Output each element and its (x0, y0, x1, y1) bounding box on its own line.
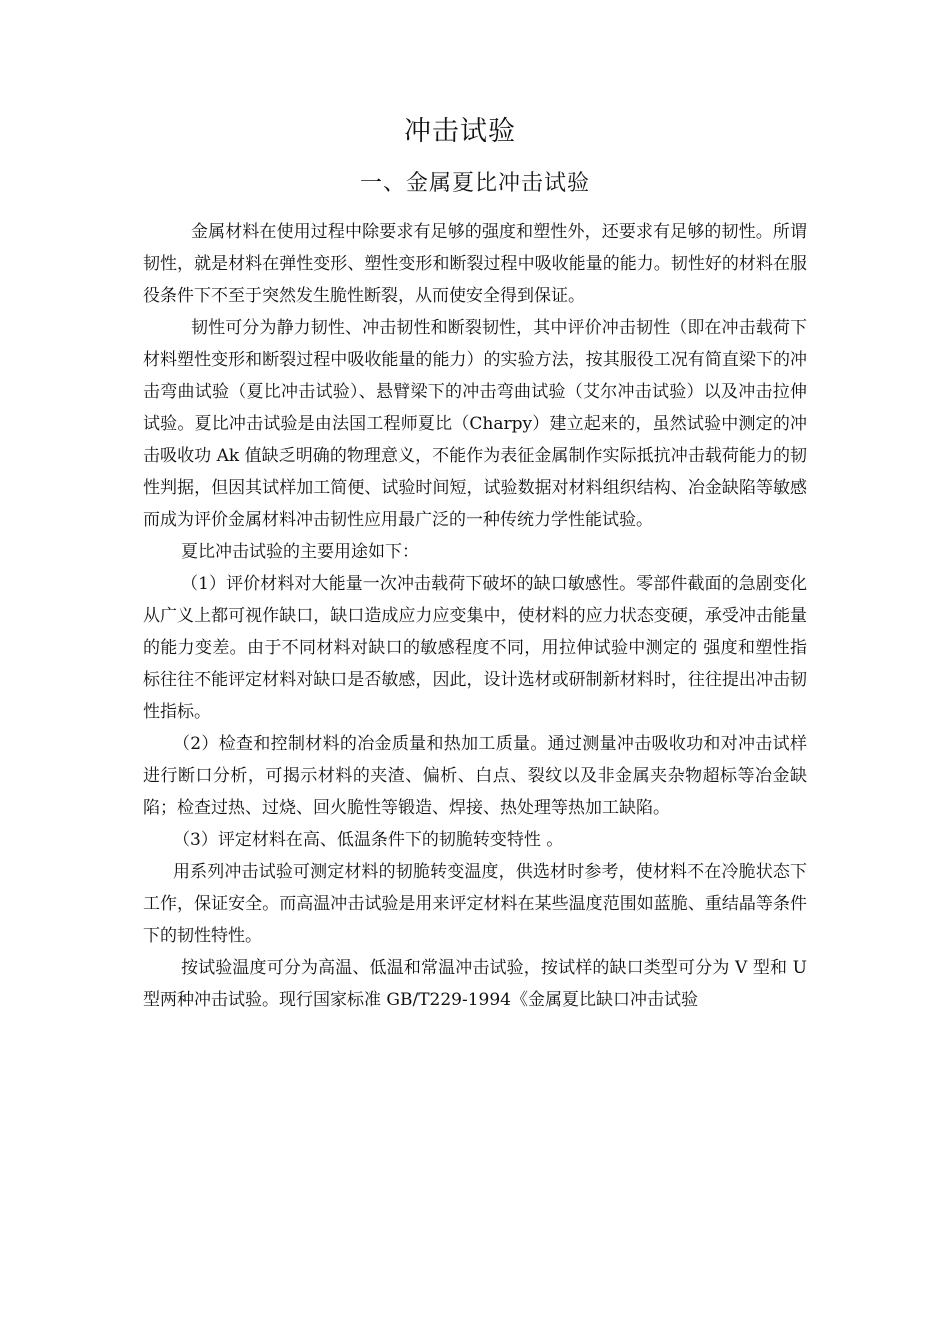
section-heading: 一、金属夏比冲击试验 (359, 171, 590, 196)
document-body (143, 216, 807, 1016)
paragraph-test-classification: 按试验温度可分为高温、低温和常温冲击试验，按试样的缺口类型可分为 V 型和 U 型两种冲击试验。现行国家标准 GB/T229-1994《金属夏比缺口冲击试验 (143, 958, 807, 1010)
paragraph-uses-intro: 夏比冲击试验的主要用途如下： (181, 542, 419, 562)
paragraph-toughness-definition: 金属材料在使用过程中除要求有足够的强度和塑性外，还要求有足够的韧性。所谓韧性，就是材料在弹性变形、塑性变形和断裂过程中吸收能量的能力。韧性好的材料在服役条件下不至于突然发生脆性断裂，从而使安全得到保证。 (143, 222, 807, 306)
paragraph-toughness-types: 韧性可分为静力韧性、冲击韧性和断裂韧性，其中评价冲击韧性（即在冲击载荷下材料塑性变形和断裂过程中吸收能量的能力）的实验方法，按其服役工况有简直梁下的冲击弯曲试验（夏比冲击试验）、悬臂梁下的冲击弯曲试验（艾尔冲击试验）以及冲击拉伸试验。夏比冲击试验是由法国工程师夏比（Charpy）建立起来的，虽然试验中测定的冲击吸收功 Ak 值缺乏明确的物理意义，不能作为表征金属制作实际抵抗冲击载荷能力的韧性判据，但因其试样加工简便、试验时间短，试验数据对材料组织结构、冶金缺陷等敏感而成为评价金属材料冲击韧性应用最广泛的一种传统力学性能试验。 (143, 318, 807, 530)
paragraph-use-3: （3）评定材料在高、低温条件下的韧脆转变特性 。 (173, 830, 564, 850)
document-title: 冲击试验 (404, 116, 516, 147)
paragraph-transition-temperature: 用系列冲击试验可测定材料的韧脆转变温度，供选材时参考，使材料不在冷脆状态下工作，保证安全。而高温冲击试验是用来评定材料在某些温度范围如蓝脆、重结晶等条件下的韧性特性。 (143, 862, 807, 946)
paragraph-use-2: （2）检查和控制材料的冶金质量和热加工质量。通过测量冲击吸收功和对冲击试样进行断口分析，可揭示材料的夹渣、偏析、白点、裂纹以及非金属夹杂物超标等冶金缺陷；检查过热、过烧、回火脆性等锻造、焊接、热处理等热加工缺陷。 (143, 734, 807, 818)
paragraph-use-1: （1）评价材料对大能量一次冲击载荷下破坏的缺口敏感性。零部件截面的急剧变化从广义上都可视作缺口，缺口造成应力应变集中，使材料的应力状态变硬，承受冲击能量的能力变差。由于不同材料对缺口的敏感程度不同，用拉伸试验中测定的 强度和塑性指标往往不能评定材料对缺口是否敏感，因此，设计选材或研制新材料时，往往提出冲击韧性指标。 (143, 574, 807, 722)
